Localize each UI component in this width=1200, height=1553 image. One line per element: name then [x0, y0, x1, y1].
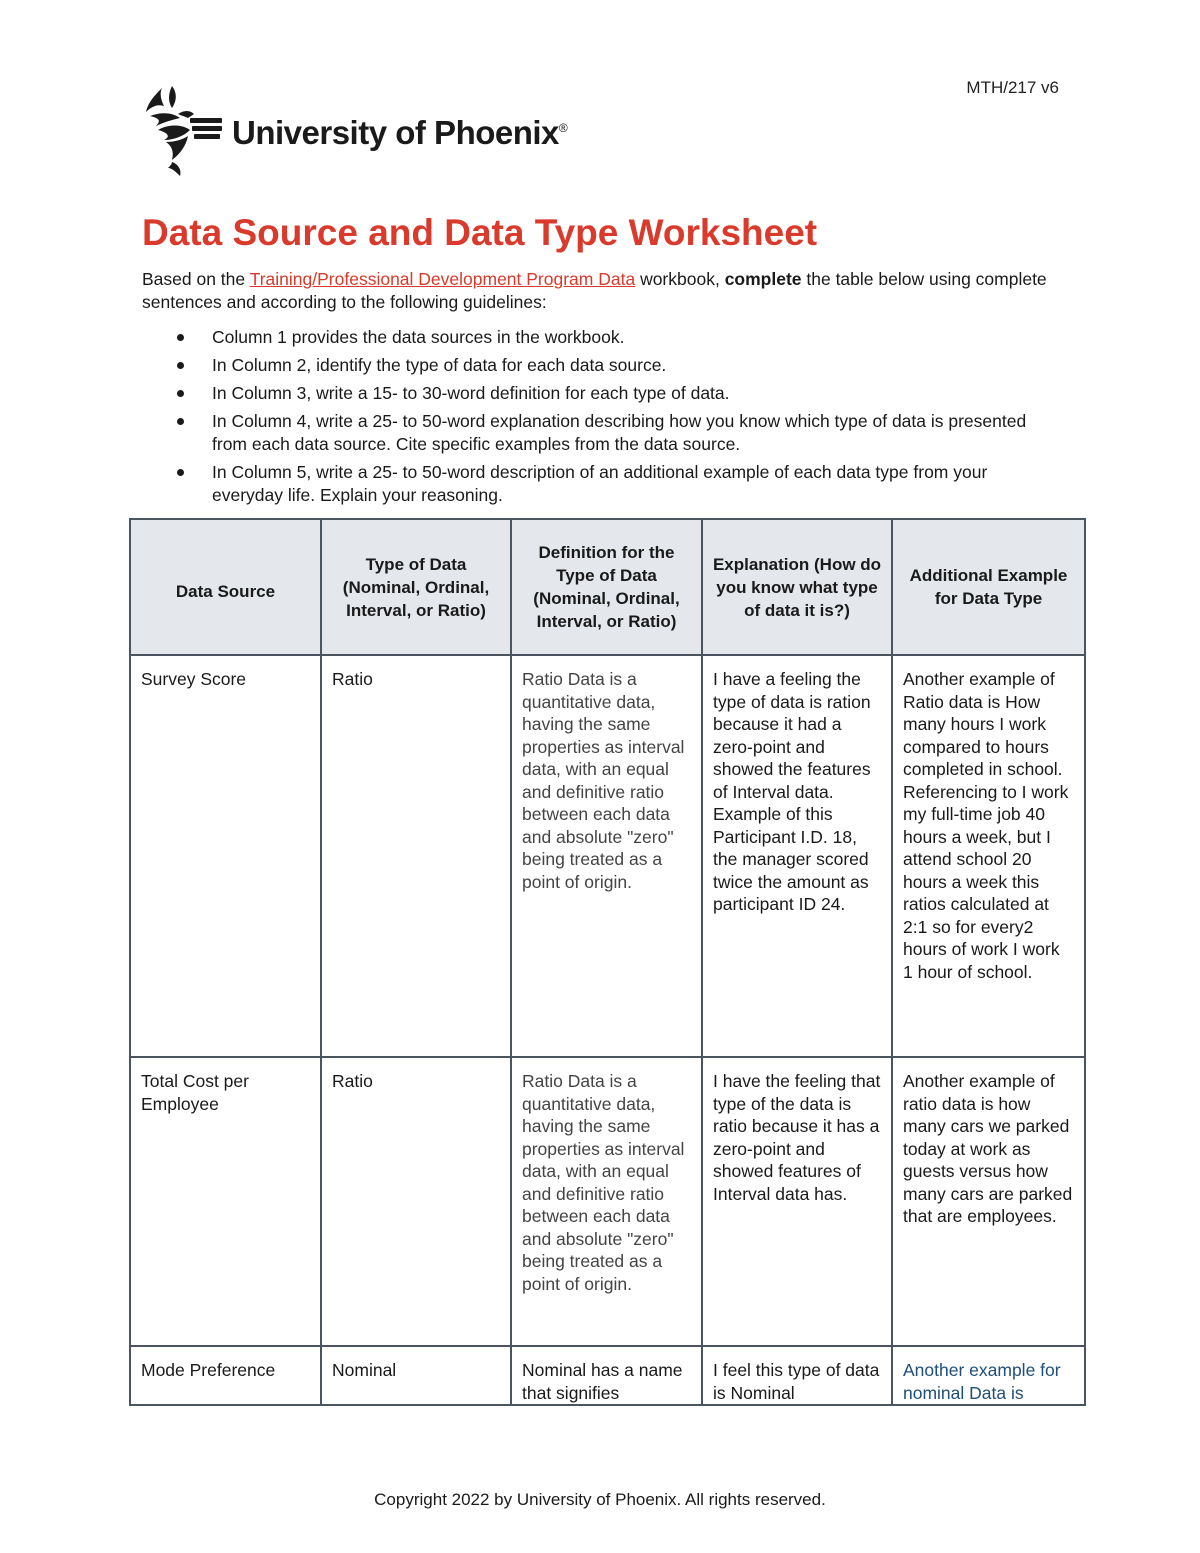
worksheet-table: [129, 518, 1086, 1406]
guideline-item: In Column 4, write a 25- to 50-word explanation describing how you know which type of data is presented from each data source. Cite specific examples from the data source.: [142, 410, 1042, 456]
table-header-row: [130, 519, 1085, 655]
guideline-item: In Column 2, identify the type of data for each data source.: [142, 354, 1042, 377]
guideline-item: Column 1 provides the data sources in the workbook.: [142, 326, 1042, 349]
course-code: MTH/217 v6: [966, 78, 1059, 97]
table-row: [130, 1057, 1085, 1346]
cell-type: Nominal: [321, 1346, 511, 1405]
cell-source: Mode Preference: [130, 1346, 321, 1405]
cell-example: Another example of ratio data is how many cars we parked today at work as guests versus how many cars are parked that are employees.: [892, 1057, 1085, 1346]
header-type-of-data: Type of Data (Nominal, Ordinal, Interval, or Ratio): [321, 519, 511, 655]
cell-explanation: I have the feeling that type of the data is ratio because it has a zero-point and showed features of Interval data has.: [702, 1057, 892, 1346]
intro-bold-complete: complete: [724, 269, 802, 289]
cell-type: Ratio: [321, 1057, 511, 1346]
header-data-source: Data Source: [130, 519, 321, 655]
guidelines-list: [142, 326, 1042, 512]
guideline-item: In Column 3, write a 15- to 30-word definition for each type of data.: [142, 382, 1042, 405]
university-logo: [142, 84, 567, 176]
cell-source: Survey Score: [130, 655, 321, 1057]
cell-example: Another example of Ratio data is How many hours I work compared to hours completed in school. Referencing to I work my full-time job 40 hours a week, but I attend school 20 hours a week this ratios calculated at 2:1 so for every2 hours of work I work 1 hour of school.: [892, 655, 1085, 1057]
copyright-footer: Copyright 2022 by University of Phoenix. All rights reserved.: [374, 1490, 826, 1509]
cell-explanation: I have a feeling the type of data is ration because it had a zero-point and showed the features of Interval data. Example of this Participant I.D. 18, the manager scored twice the amount as participant ID 24.: [702, 655, 892, 1057]
cell-explanation: I feel this type of data is Nominal: [702, 1346, 892, 1405]
registered-mark: ®: [558, 121, 568, 135]
logo-wordmark: University of Phoenix®: [232, 114, 568, 151]
cell-definition: Ratio Data is a quantitative data, having the same properties as interval data, with an equal and definitive ratio between each data and absolute "zero" being treated as a point of origin.: [511, 655, 702, 1057]
cell-definition: Nominal has a name that signifies: [511, 1346, 702, 1405]
table-row: [130, 655, 1085, 1057]
cell-source: Total Cost per Employee: [130, 1057, 321, 1346]
header-definition: Definition for the Type of Data (Nominal, Ordinal, Interval, or Ratio): [511, 519, 702, 655]
cell-example: Another example for nominal Data is: [892, 1346, 1085, 1405]
page-title: Data Source and Data Type Worksheet: [142, 212, 818, 253]
intro-paragraph: Based on the Training/Professional Development Program Data workbook, complete the table below using complete sentences and according to the following guidelines:: [142, 269, 1047, 312]
cell-type: Ratio: [321, 655, 511, 1057]
table-row: [130, 1346, 1085, 1405]
header-additional-example: Additional Example for Data Type: [892, 519, 1085, 655]
workbook-link[interactable]: Training/Professional Development Program Data: [249, 269, 636, 289]
header-explanation: Explanation (How do you know what type of data it is?): [702, 519, 892, 655]
phoenix-bird-icon: [142, 84, 224, 176]
cell-definition: Ratio Data is a quantitative data, having the same properties as interval data, with an equal and definitive ratio between each data and absolute "zero" being treated as a point of origin.: [511, 1057, 702, 1346]
guideline-item: In Column 5, write a 25- to 50-word description of an additional example of each data type from your everyday life. Explain your reasoning.: [142, 461, 1042, 507]
